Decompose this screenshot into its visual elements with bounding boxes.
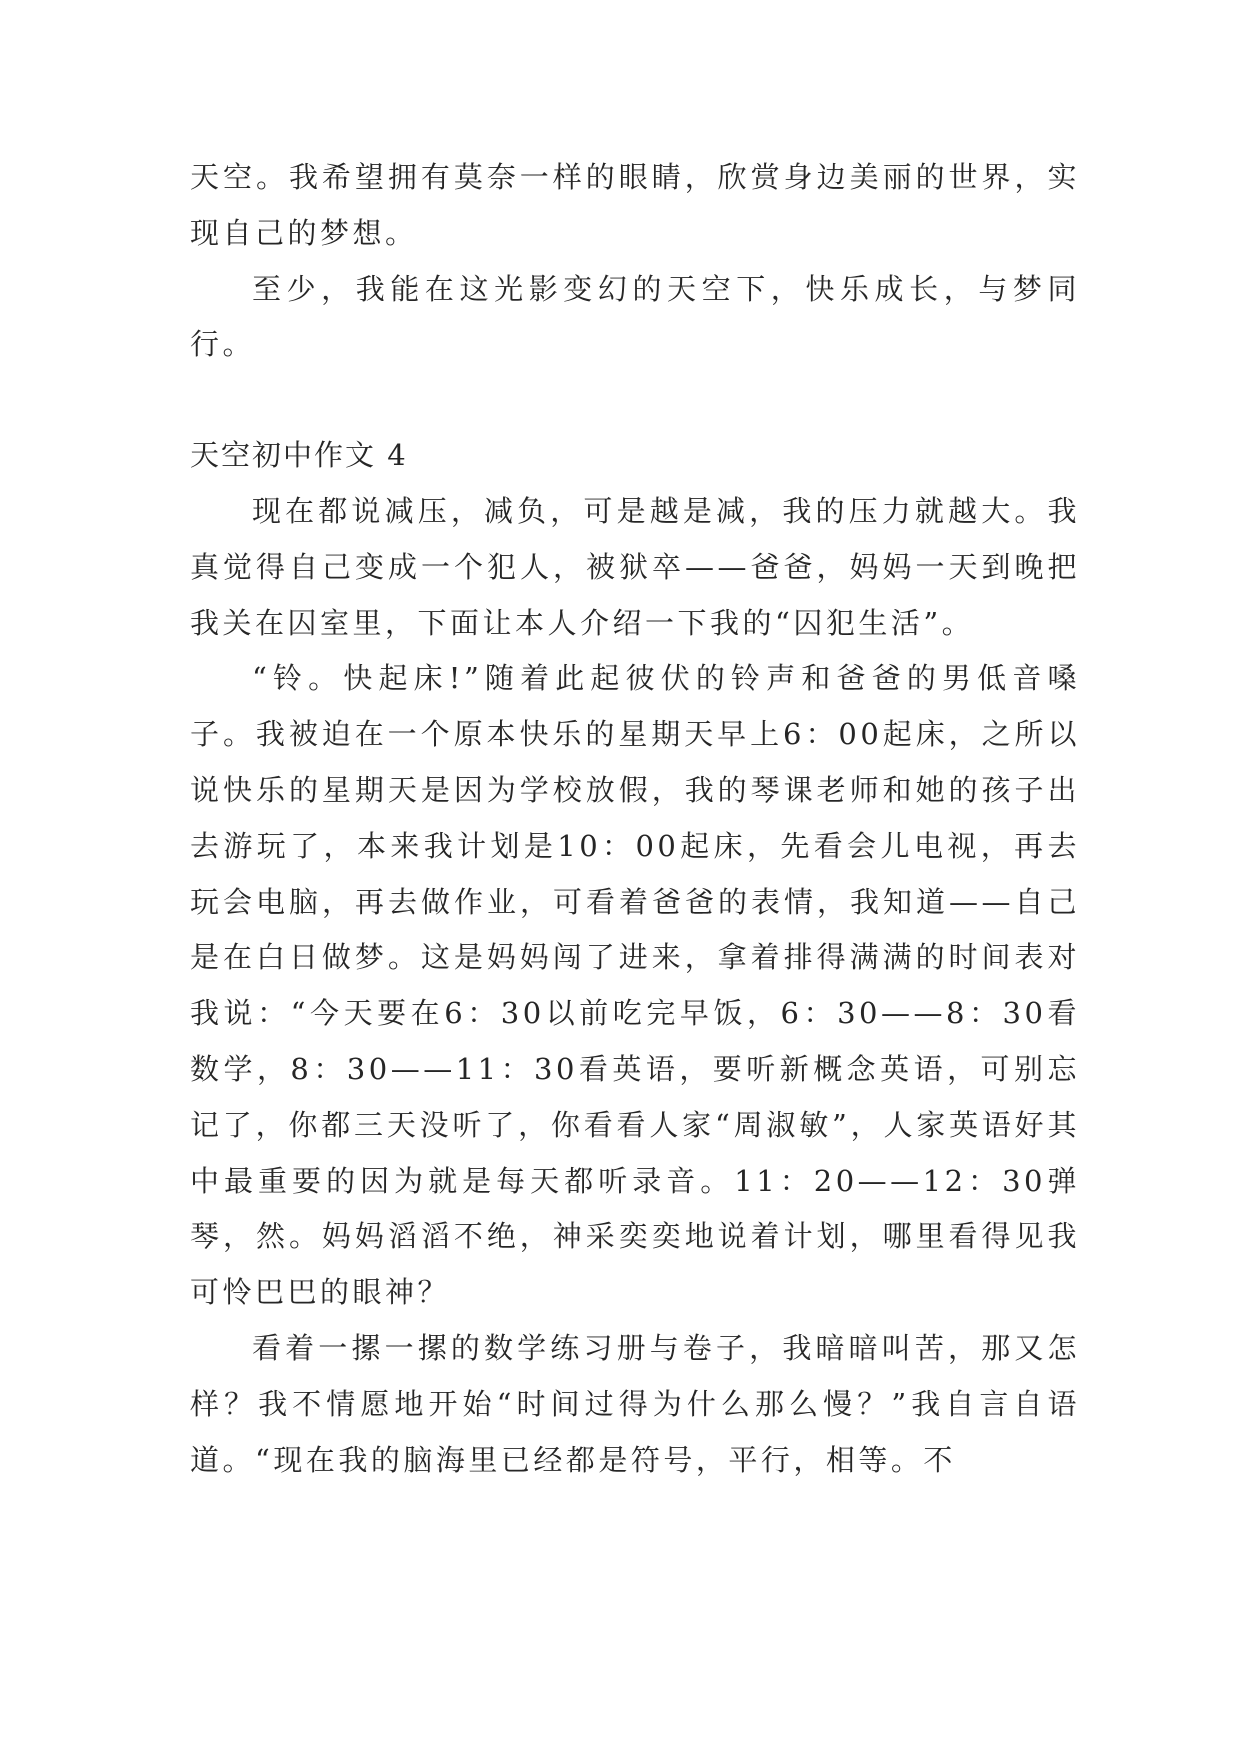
paragraph-continuation: 天空。我希望拥有莫奈一样的眼睛，欣赏身边美丽的世界，实现自己的梦想。 <box>190 160 1080 250</box>
paragraph-intro: 现在都说减压，减负，可是越是减，我的压力就越大。我真觉得自己变成一个犯人，被狱卒——爸爸，妈妈一天到晚把我关在囚室里，下面让本人介绍一下我的“囚犯生活”。 <box>190 493 1080 640</box>
section-title: 天空初中作文 4 <box>190 438 408 473</box>
paragraph-morning: “铃。快起床!”随着此起彼伏的铃声和爸爸的男低音嗓子。我被迫在一个原本快乐的星期天早上6：00起床，之所以说快乐的星期天是因为学校放假，我的琴课老师和她的孩子出去游玩了，本来我计划是10：00起床，先看会儿电视，再去玩会电脑，再去做作业，可看着爸爸的表情，我知道——自己是在白日做梦。这是妈妈闯了进来，拿着排得满满的时间表对我说：“今天要在6：30以前吃完早饭，6：30——8：30看数学，8：30——11：30看英语，要听新概念英语，可别忘记了，你都三天没听了，你看看人家“周淑敏”，人家英语好其中最重要的因为就是每天都听录音。11：20——12：30弹琴，然。妈妈滔滔不绝，神采奕奕地说着计划，哪里看得见我可怜巴巴的眼神？ <box>190 661 1080 1310</box>
paragraph-closing: 至少，我能在这光影变幻的天空下，快乐成长，与梦同行。 <box>190 271 1080 362</box>
paragraph-homework: 看着一摞一摞的数学练习册与卷子，我暗暗叫苦，那又怎样？我不情愿地开始“时间过得为什么那么慢？”我自言自语道。“现在我的脑海里已经都是符号，平行，相等。不 <box>190 1330 1080 1477</box>
document-page <box>190 150 1080 1488</box>
